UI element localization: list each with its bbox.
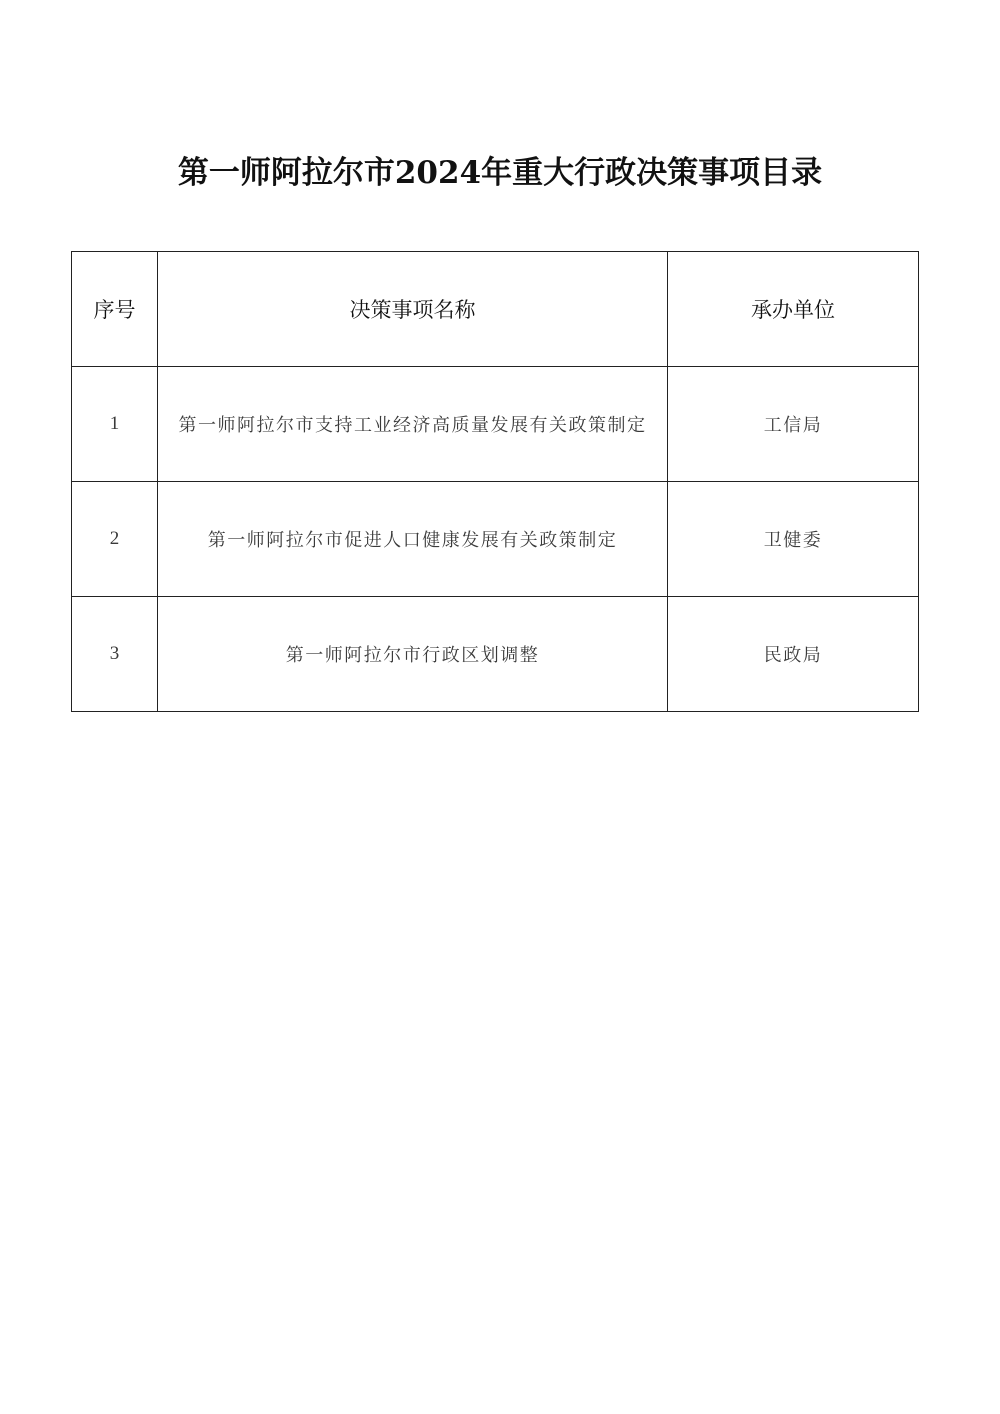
header-responsible-unit: 承办单位 bbox=[668, 252, 919, 367]
row-decision-name: 第一师阿拉尔市促进人口健康发展有关政策制定 bbox=[158, 482, 668, 597]
table-row bbox=[72, 597, 919, 712]
document-title: 第一师阿拉尔市2024年重大行政决策事项目录 bbox=[177, 155, 823, 191]
row-index: 1 bbox=[72, 367, 158, 482]
row-index: 3 bbox=[72, 597, 158, 712]
table-row bbox=[72, 367, 919, 482]
row-responsible-unit: 卫健委 bbox=[668, 482, 919, 597]
row-decision-name: 第一师阿拉尔市行政区划调整 bbox=[158, 597, 668, 712]
header-decision-name: 决策事项名称 bbox=[158, 252, 668, 367]
row-responsible-unit: 民政局 bbox=[668, 597, 919, 712]
decision-catalog-table bbox=[71, 251, 919, 712]
table-row bbox=[72, 482, 919, 597]
header-index: 序号 bbox=[72, 252, 158, 367]
row-decision-name: 第一师阿拉尔市支持工业经济高质量发展有关政策制定 bbox=[158, 367, 668, 482]
table-header-row bbox=[72, 252, 919, 367]
row-index: 2 bbox=[72, 482, 158, 597]
row-responsible-unit: 工信局 bbox=[668, 367, 919, 482]
